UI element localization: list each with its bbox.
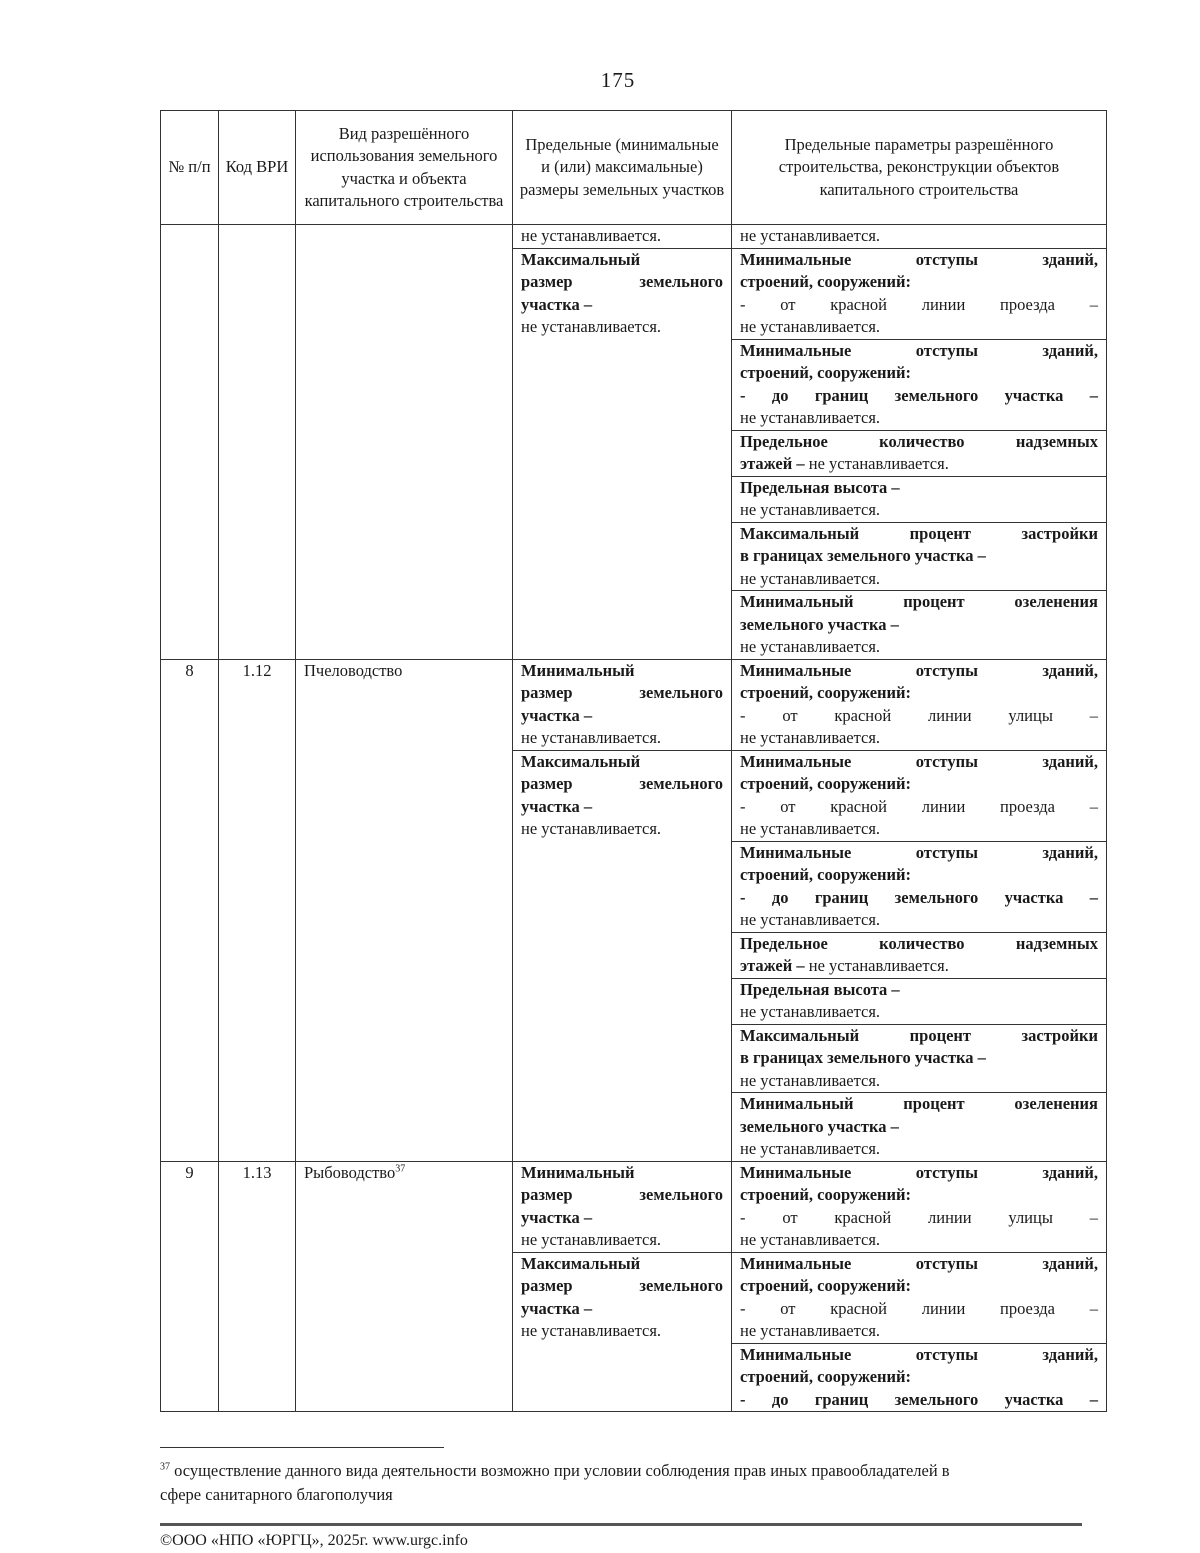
footnote-separator xyxy=(160,1447,444,1448)
max-size-label: участка – xyxy=(521,294,593,314)
setback-street-cell xyxy=(732,1161,1107,1252)
min-size-label: размер земельного xyxy=(521,683,723,702)
footnote-ref: 37 xyxy=(395,1163,406,1174)
max-size-cell xyxy=(513,750,732,1161)
cell-type xyxy=(296,659,513,1161)
floors-cell xyxy=(732,430,1107,476)
param-value: не устанавливается. xyxy=(740,728,881,747)
setback-label: строений, сооружений: xyxy=(740,683,912,702)
cell-type xyxy=(296,1161,513,1412)
use-type-name: Пчеловодство xyxy=(304,660,403,680)
setback-kind: - от красной линии проезда – xyxy=(740,1298,1098,1318)
cell-code-continued xyxy=(219,225,296,660)
table-row xyxy=(161,225,1107,249)
max-size-cell xyxy=(513,1252,732,1412)
setback-passage-cell xyxy=(732,248,1107,339)
param-value: не устанавливается. xyxy=(804,956,949,975)
footer-rule xyxy=(160,1523,1082,1526)
max-size-label: участка – xyxy=(521,796,593,816)
setback-kind: - до границ земельного участка – xyxy=(740,1389,1098,1409)
setback-label: Минимальные отступы зданий, xyxy=(740,842,1098,862)
size-continued-cell xyxy=(513,225,732,249)
param-continued-cell xyxy=(732,225,1107,249)
setback-kind: - от красной линии проезда – xyxy=(740,796,1098,816)
setback-label: строений, сооружений: xyxy=(740,865,912,884)
max-size-label: размер земельного xyxy=(521,272,723,291)
height-label: Предельная высота – xyxy=(740,979,900,999)
setback-label: Минимальные отступы зданий, xyxy=(740,1253,1098,1273)
param-value: не устанавливается. xyxy=(740,1230,881,1249)
height-cell xyxy=(732,476,1107,522)
max-size-label: Максимальный xyxy=(521,751,641,771)
table-header-row xyxy=(161,111,1107,225)
table-row xyxy=(161,1161,1107,1252)
setback-label: Минимальные отступы зданий, xyxy=(740,340,1098,360)
setback-kind: - от красной линии улицы – xyxy=(740,1207,1098,1227)
green-label: земельного участка – xyxy=(740,614,899,634)
setback-label: строений, сооружений: xyxy=(740,363,912,382)
footnote xyxy=(160,1459,960,1507)
height-cell xyxy=(732,978,1107,1024)
param-value: не устанавливается. xyxy=(740,408,881,427)
cell-num-continued xyxy=(161,225,219,660)
max-size-label: участка – xyxy=(521,1298,593,1318)
height-label: Предельная высота – xyxy=(740,477,900,497)
setback-street-cell xyxy=(732,659,1107,750)
min-size-cell xyxy=(513,659,732,750)
floors-cell xyxy=(732,932,1107,978)
setback-kind: - до границ земельного участка – xyxy=(740,385,1098,405)
setback-kind: - от красной линии улицы – xyxy=(740,705,1098,725)
cell-type-continued xyxy=(296,225,513,660)
green-percent-cell xyxy=(732,1093,1107,1162)
header-type: Вид разрешённого использования земельного участка и объекта капитального строительства xyxy=(296,111,513,225)
build-label: в границах земельного участка – xyxy=(740,1048,986,1067)
cell-code: 1.13 xyxy=(219,1161,296,1412)
size-value: не устанавливается. xyxy=(521,226,662,245)
max-size-label: размер земельного xyxy=(521,774,723,793)
header-code: Код ВРИ xyxy=(219,111,296,225)
build-label: в границах земельного участка – xyxy=(740,546,986,565)
min-size-label: участка – xyxy=(521,705,593,725)
build-percent-cell xyxy=(732,522,1107,591)
footnote-number: 37 xyxy=(160,1461,170,1473)
footnote-text: осуществление данного вида деятельности возможно при условии соблюдения прав иных правообладателей в сфере санитарного благополучия xyxy=(160,1461,950,1504)
size-value: не устанавливается. xyxy=(521,728,662,747)
setback-passage-cell xyxy=(732,1252,1107,1343)
floors-label: этажей – xyxy=(740,454,805,473)
setback-label: строений, сооружений: xyxy=(740,1367,912,1386)
floors-label: Предельное количество надземных xyxy=(740,933,1098,953)
setback-label: Минимальные отступы зданий, xyxy=(740,249,1098,269)
param-value: не устанавливается. xyxy=(740,910,881,929)
cell-code: 1.12 xyxy=(219,659,296,1161)
green-label: Минимальный процент озеленения xyxy=(740,1094,1098,1113)
setback-label: строений, сооружений: xyxy=(740,1276,912,1295)
setback-passage-cell xyxy=(732,750,1107,841)
param-value: не устанавливается. xyxy=(740,819,881,838)
setback-label: строений, сооружений: xyxy=(740,272,912,291)
green-percent-cell xyxy=(732,591,1107,660)
setback-kind: - от красной линии проезда – xyxy=(740,294,1098,314)
min-size-label: участка – xyxy=(521,1207,593,1227)
max-size-cell xyxy=(513,248,732,659)
floors-label: Предельное количество надземных xyxy=(740,431,1098,451)
build-label: Максимальный процент застройки xyxy=(740,523,1098,543)
header-num: № п/п xyxy=(161,111,219,225)
table-row xyxy=(161,659,1107,750)
footer-copyright: ©ООО «НПО «ЮРГЦ», 2025г. www.urgc.info xyxy=(160,1532,468,1549)
page-number: 175 xyxy=(600,68,636,92)
param-value: не устанавливается. xyxy=(804,454,949,473)
param-value: не устанавливается. xyxy=(740,637,881,656)
setback-label: Минимальные отступы зданий, xyxy=(740,660,1098,680)
size-value: не устанавливается. xyxy=(521,1321,662,1340)
setback-label: строений, сооружений: xyxy=(740,1185,912,1204)
max-size-label: Максимальный xyxy=(521,249,641,269)
param-value: не устанавливается. xyxy=(740,226,881,245)
param-value: не устанавливается. xyxy=(740,1139,881,1158)
cell-num: 9 xyxy=(161,1161,219,1412)
header-params: Предельные параметры разрешённого строительства, реконструкции объектов капитального строительства xyxy=(732,111,1107,225)
min-size-cell xyxy=(513,1161,732,1252)
use-type-name: Рыбоводство xyxy=(304,1162,396,1182)
param-value: не устанавливается. xyxy=(740,1070,881,1090)
regulations-table xyxy=(160,110,1107,1412)
setback-boundary-cell xyxy=(732,339,1107,430)
green-label: Минимальный процент озеленения xyxy=(740,592,1098,611)
max-size-label: Максимальный xyxy=(521,1253,641,1273)
param-value: не устанавливается. xyxy=(740,317,881,336)
setback-label: строений, сооружений: xyxy=(740,774,912,793)
param-value: не устанавливается. xyxy=(740,1002,881,1021)
size-value: не устанавливается. xyxy=(521,1230,662,1249)
param-value: не устанавливается. xyxy=(740,1321,881,1340)
min-size-label: Минимальный xyxy=(521,660,635,680)
build-label: Максимальный процент застройки xyxy=(740,1025,1098,1045)
setback-label: Минимальные отступы зданий, xyxy=(740,1344,1098,1364)
param-value: не устанавливается. xyxy=(740,500,881,519)
cell-num: 8 xyxy=(161,659,219,1161)
setback-label: Минимальные отступы зданий, xyxy=(740,1162,1098,1182)
setback-boundary-cell xyxy=(732,1343,1107,1412)
build-percent-cell xyxy=(732,1024,1107,1093)
setback-kind: - до границ земельного участка – xyxy=(740,887,1098,907)
setback-label: Минимальные отступы зданий, xyxy=(740,751,1098,771)
size-value: не устанавливается. xyxy=(521,819,662,838)
header-sizes: Предельные (минимальные и (или) максимальные) размеры земельных участков xyxy=(513,111,732,225)
size-value: не устанавливается. xyxy=(521,317,662,336)
floors-label: этажей – xyxy=(740,956,805,975)
green-label: земельного участка – xyxy=(740,1116,899,1136)
min-size-label: Минимальный xyxy=(521,1162,635,1182)
max-size-label: размер земельного xyxy=(521,1276,723,1295)
setback-boundary-cell xyxy=(732,841,1107,932)
min-size-label: размер земельного xyxy=(521,1185,723,1204)
param-value: не устанавливается. xyxy=(740,568,881,588)
